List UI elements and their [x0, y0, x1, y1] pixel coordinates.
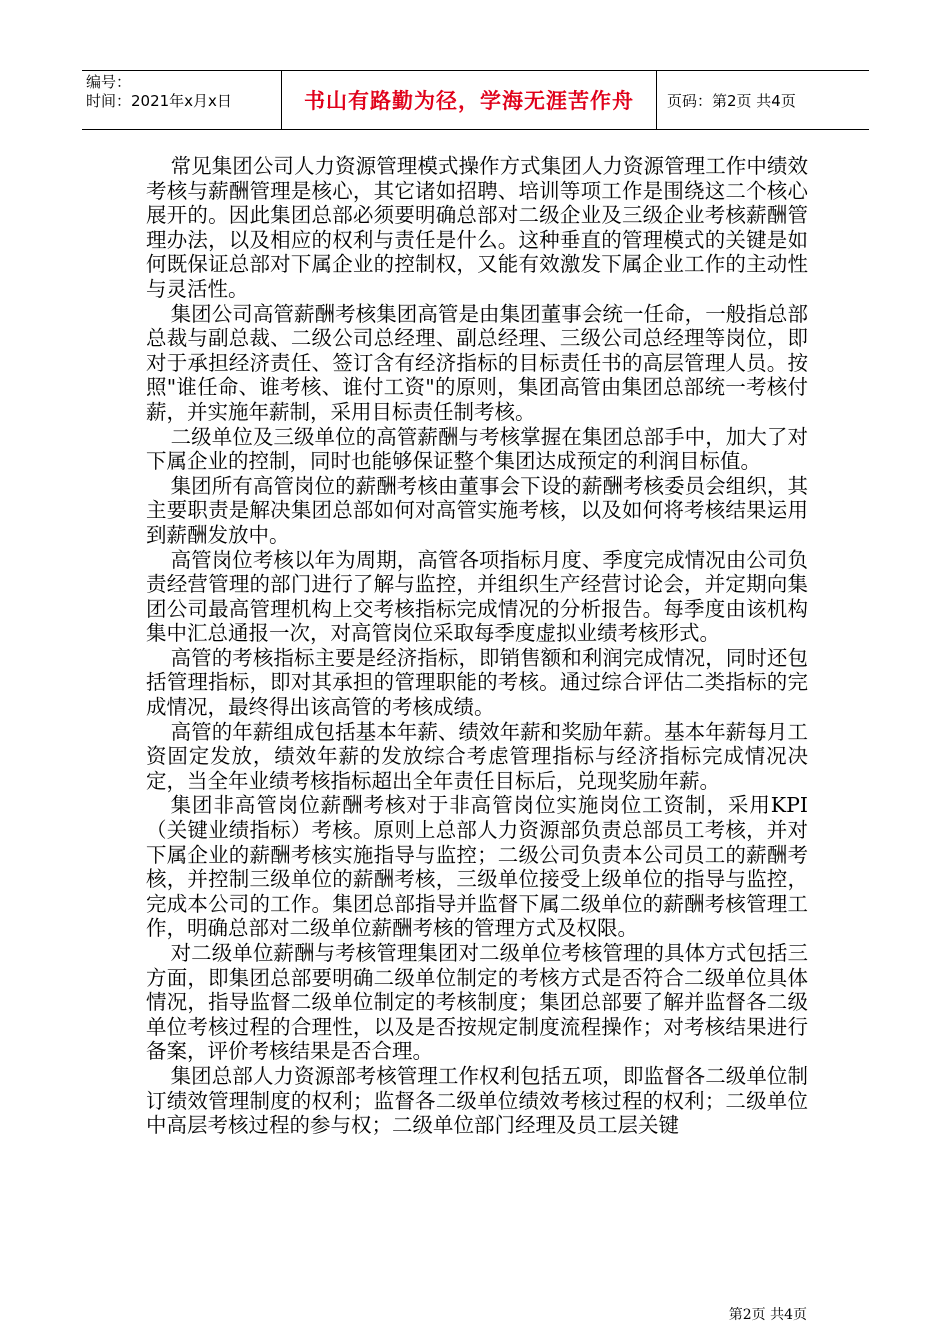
paragraph: 高管的考核指标主要是经济指标，即销售额和利润完成情况，同时还包括管理指标，即对其承担的管理职能的考核。通过综合评估二类指标的完成情况，最终得出该高管的考核成绩。 — [146, 645, 808, 720]
document-number-label: 编号： — [86, 73, 132, 91]
paragraph: 集团总部人力资源部考核管理工作权利包括五项，即监督各二级单位制订绩效管理制度的权利；监督各二级单位绩效考核过程的权利；二级单位中高层考核过程的参与权；二级单位部门经理及员工层关键 — [146, 1063, 808, 1138]
paragraph: 高管岗位考核以年为周期，高管各项指标月度、季度完成情况由公司负责经营管理的部门进行了解与监控，并组织生产经营讨论会，并定期向集团公司最高管理机构上交考核指标完成情况的分析报告。每季度由该机构集中汇总通报一次，对高管岗位采取每季度虚拟业绩考核形式。 — [146, 547, 808, 646]
paragraph: 集团公司高管薪酬考核集团高管是由集团董事会统一任命，一般指总部总裁与副总裁、二级公司总经理、副总经理、三级公司总经理等岗位，即对于承担经济责任、签订含有经济指标的目标责任书的高层管理人员。按照"谁任命、谁考核、谁付工资"的原则，集团高管由集团总部统一考核付薪，并实施年薪制，采用目标责任制考核。 — [146, 301, 808, 424]
paragraph: 二级单位及三级单位的高管薪酬与考核掌握在集团总部手中，加大了对下属企业的控制，同时也能够保证整个集团达成预定的利润目标值。 — [146, 424, 808, 474]
header-motto: 书山有路勤为径，学海无涯苦作舟 — [282, 71, 657, 129]
header-meta — [82, 71, 282, 129]
page-footer: 第2页 共4页 — [728, 1307, 807, 1323]
page-header — [82, 70, 869, 130]
header-page-number: 页码：第2页 共4页 — [667, 91, 796, 110]
document-date-label: 时间：2021年x月x日 — [86, 92, 232, 110]
paragraph: 高管的年薪组成包括基本年薪、绩效年薪和奖励年薪。基本年薪每月工资固定发放，绩效年薪的发放综合考虑管理指标与经济指标完成情况决定，当全年业绩考核指标超出全年责任目标后，兑现奖励年薪。 — [146, 719, 808, 793]
paragraph: 集团所有高管岗位的薪酬考核由董事会下设的薪酬考核委员会组织，其主要职责是解决集团总部如何对高管实施考核，以及如何将考核结果运用到薪酬发放中。 — [146, 473, 808, 547]
document-body — [146, 154, 808, 1138]
paragraph: 对二级单位薪酬与考核管理集团对二级单位考核管理的具体方式包括三方面，即集团总部要明确二级单位制定的考核方式是否符合二级单位具体情况，指导监督二级单位制定的考核制度；集团总部要了解并监督各二级单位考核过程的合理性，以及是否按规定制度流程操作；对考核结果进行备案，评价考核结果是否合理。 — [146, 941, 808, 1064]
paragraph: 集团非高管岗位薪酬考核对于非高管岗位实施岗位工资制，采用KPI（关键业绩指标）考核。原则上总部人力资源部负责总部员工考核，并对下属企业的薪酬考核实施指导与监控；二级公司负责本公司员工的薪酬考核，并控制三级单位的薪酬考核，三级单位接受上级单位的指导与监控，完成本公司的工作。集团总部指导并监督下属二级单位的薪酬考核管理工作，明确总部对二级单位薪酬考核的管理方式及权限。 — [146, 793, 808, 941]
paragraph: 常见集团公司人力资源管理模式操作方式集团人力资源管理工作中绩效考核与薪酬管理是核心，其它诸如招聘、培训等项工作是围绕这二个核心展开的。因此集团总部必须要明确总部对二级企业及三级企业考核薪酬管理办法，以及相应的权利与责任是什么。这种垂直的管理模式的关键是如何既保证总部对下属企业的控制权，又能有效激发下属企业工作的主动性与灵活性。 — [146, 154, 808, 301]
